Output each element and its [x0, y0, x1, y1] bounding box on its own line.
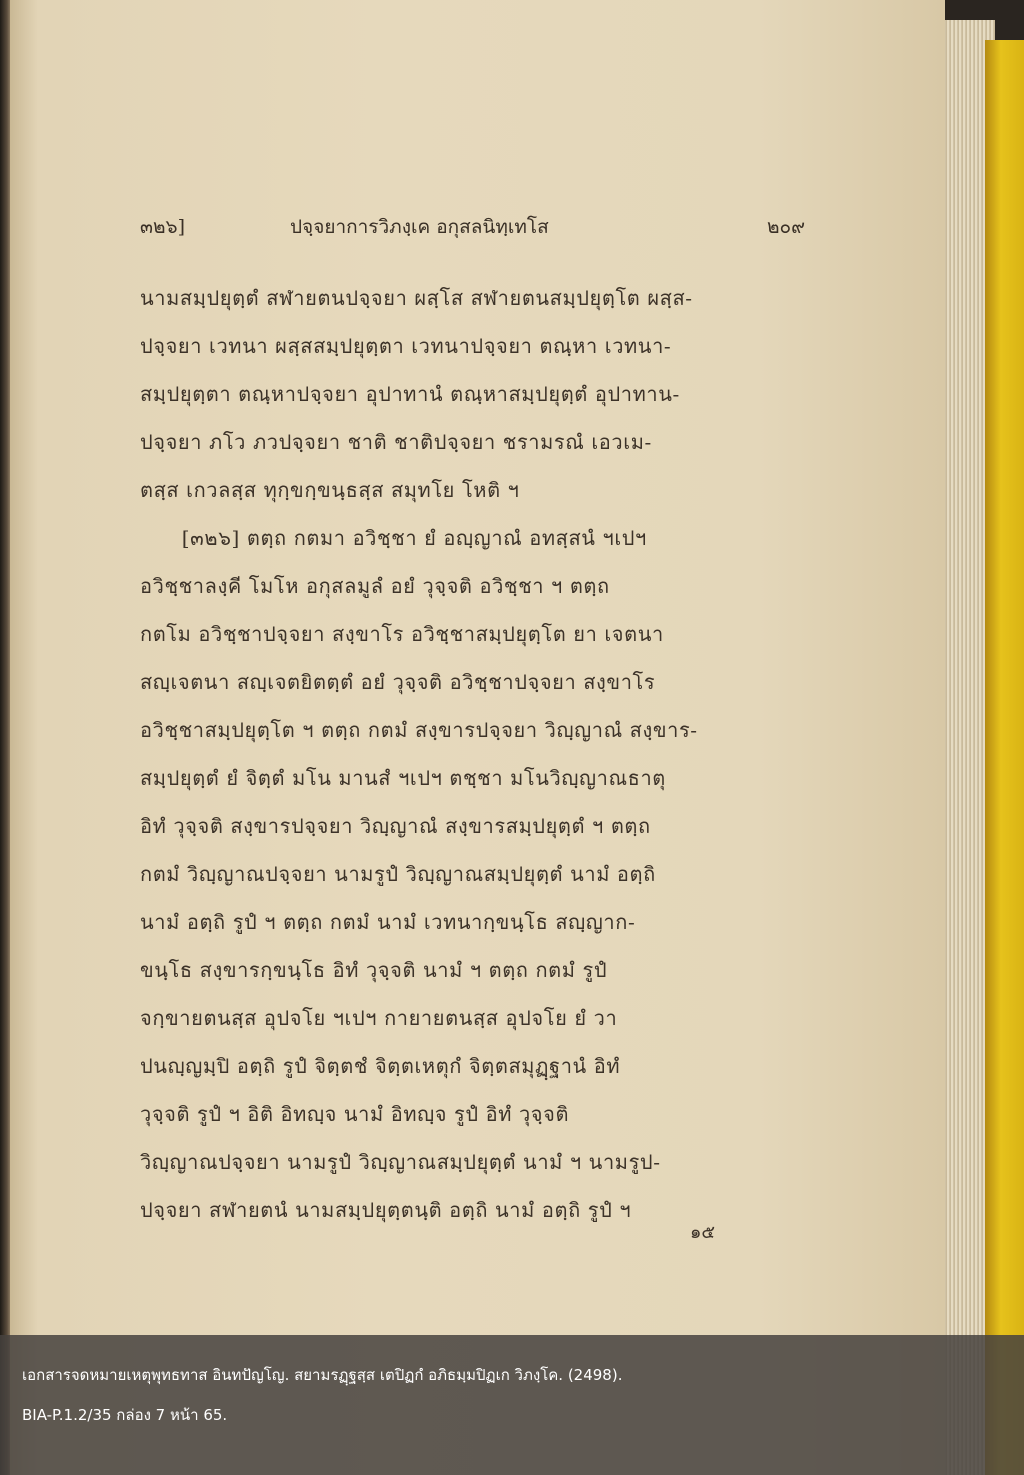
- text-line: วิญฺญาณปจฺจยา นามรูปํ วิญฺญาณสมฺปยุตฺตํ นามํ ฯ นามรูป-: [140, 1150, 661, 1174]
- caption-citation: เอกสารจดหมายเหตุพุทธทาส อินทปัญโญ. สยามรฏฺฐสฺส เตปิฏกํ อภิธมฺมปิฏเก วิภงฺโค. (2498).: [22, 1366, 623, 1384]
- text-line: สมฺปยุตฺตํ ยํ จิตฺตํ มโน มานสํ ฯเปฯ ตชฺชา มโนวิญฺญาณธาตุ: [140, 766, 666, 790]
- text-line: ปจฺจยา เวทนา ผสฺสสมฺปยุตฺตา เวทนาปจฺจยา ตณฺหา เวทนา-: [140, 334, 672, 358]
- text-line: วุจฺจติ รูปํ ฯ อิติ อิทญฺจ นามํ อิทญฺจ รูปํ อิทํ วุจฺจติ: [140, 1102, 570, 1126]
- text-line: ขนฺโธ สงฺขารกฺขนฺโธ อิทํ วุจฺจติ นามํ ฯ ตตฺถ กตมํ รูปํ: [140, 958, 608, 982]
- header-title: ปจฺจยาการวิภงฺเค อกุสลนิทฺเทโส: [290, 216, 549, 238]
- text-line: กตโม อวิชฺชาปจฺจยา สงฺขาโร อวิชฺชาสมฺปยุตฺโต ยา เจตนา: [140, 622, 664, 646]
- text-line: อวิชฺชาลงฺคี โมโห อกุสลมูลํ อยํ วุจฺจติ อวิชฺชา ฯ ตตฺถ: [140, 574, 610, 598]
- text-line: สญฺเจตนา สญฺเจตยิตตฺตํ อยํ วุจฺจติ อวิชฺชาปจฺจยา สงฺขาโร: [140, 670, 656, 694]
- page-body-text: [140, 274, 810, 1234]
- header-section-number: ๓๒๖]: [140, 216, 185, 238]
- text-line: สมฺปยุตฺตา ตณฺหาปจฺจยา อุปาทานํ ตณฺหาสมฺปยุตฺตํ อุปาทาน-: [140, 382, 680, 406]
- text-line: นามสมฺปยุตฺตํ สฬายตนปจฺจยา ผสฺโส สฬายตนสมฺปยุตฺโต ผสฺส-: [140, 286, 693, 310]
- text-line: อิทํ วุจฺจติ สงฺขารปจฺจยา วิญฺญาณํ สงฺขารสมฺปยุตฺตํ ฯ ตตฺถ: [140, 814, 651, 838]
- header-page-number: ๒๐๙: [766, 216, 805, 238]
- page-header: [140, 212, 805, 252]
- archive-caption: [0, 1335, 1024, 1475]
- text-line: นามํ อตฺถิ รูปํ ฯ ตตฺถ กตมํ นามํ เวทนากฺขนฺโธ สญฺญาก-: [140, 910, 636, 934]
- text-line: ปจฺจยา สฬายตนํ นามสมฺปยุตฺตนฺติ อตฺถิ นามํ อตฺถิ รูปํ ฯ: [140, 1198, 632, 1222]
- footer-page-number: ๑๕: [690, 1222, 716, 1243]
- book-cover-edge: [985, 40, 1024, 1475]
- text-line: จกฺขายตนสฺส อุปจโย ฯเปฯ กายายตนสฺส อุปจโย ยํ วา: [140, 1006, 618, 1030]
- text-line: ตสฺส เกวลสฺส ทุกฺขกฺขนฺธสฺส สมุทโย โหติ ฯ: [140, 478, 520, 502]
- text-line: อวิชฺชาสมฺปยุตฺโต ฯ ตตฺถ กตมํ สงฺขารปจฺจยา วิญฺญาณํ สงฺขาร-: [140, 718, 698, 742]
- text-line: [๓๒๖] ตตฺถ กตมา อวิชฺชา ยํ อญฺญาณํ อทสฺสนํ ฯเปฯ: [140, 526, 647, 550]
- text-line: กตมํ วิญฺญาณปจฺจยา นามรูปํ วิญฺญาณสมฺปยุตฺตํ นามํ อตฺถิ: [140, 862, 656, 886]
- text-line: ปจฺจยา ภโว ภวปจฺจยา ชาติ ชาติปจฺจยา ชรามรณํ เอวเม-: [140, 430, 652, 454]
- caption-reference: BIA-P.1.2/35 กล่อง 7 หน้า 65.: [22, 1406, 228, 1424]
- text-line: ปนญฺญมฺปิ อตฺถิ รูปํ จิตฺตชํ จิตฺตเหตุกํ จิตฺตสมุฏฺฐานํ อิทํ: [140, 1054, 621, 1078]
